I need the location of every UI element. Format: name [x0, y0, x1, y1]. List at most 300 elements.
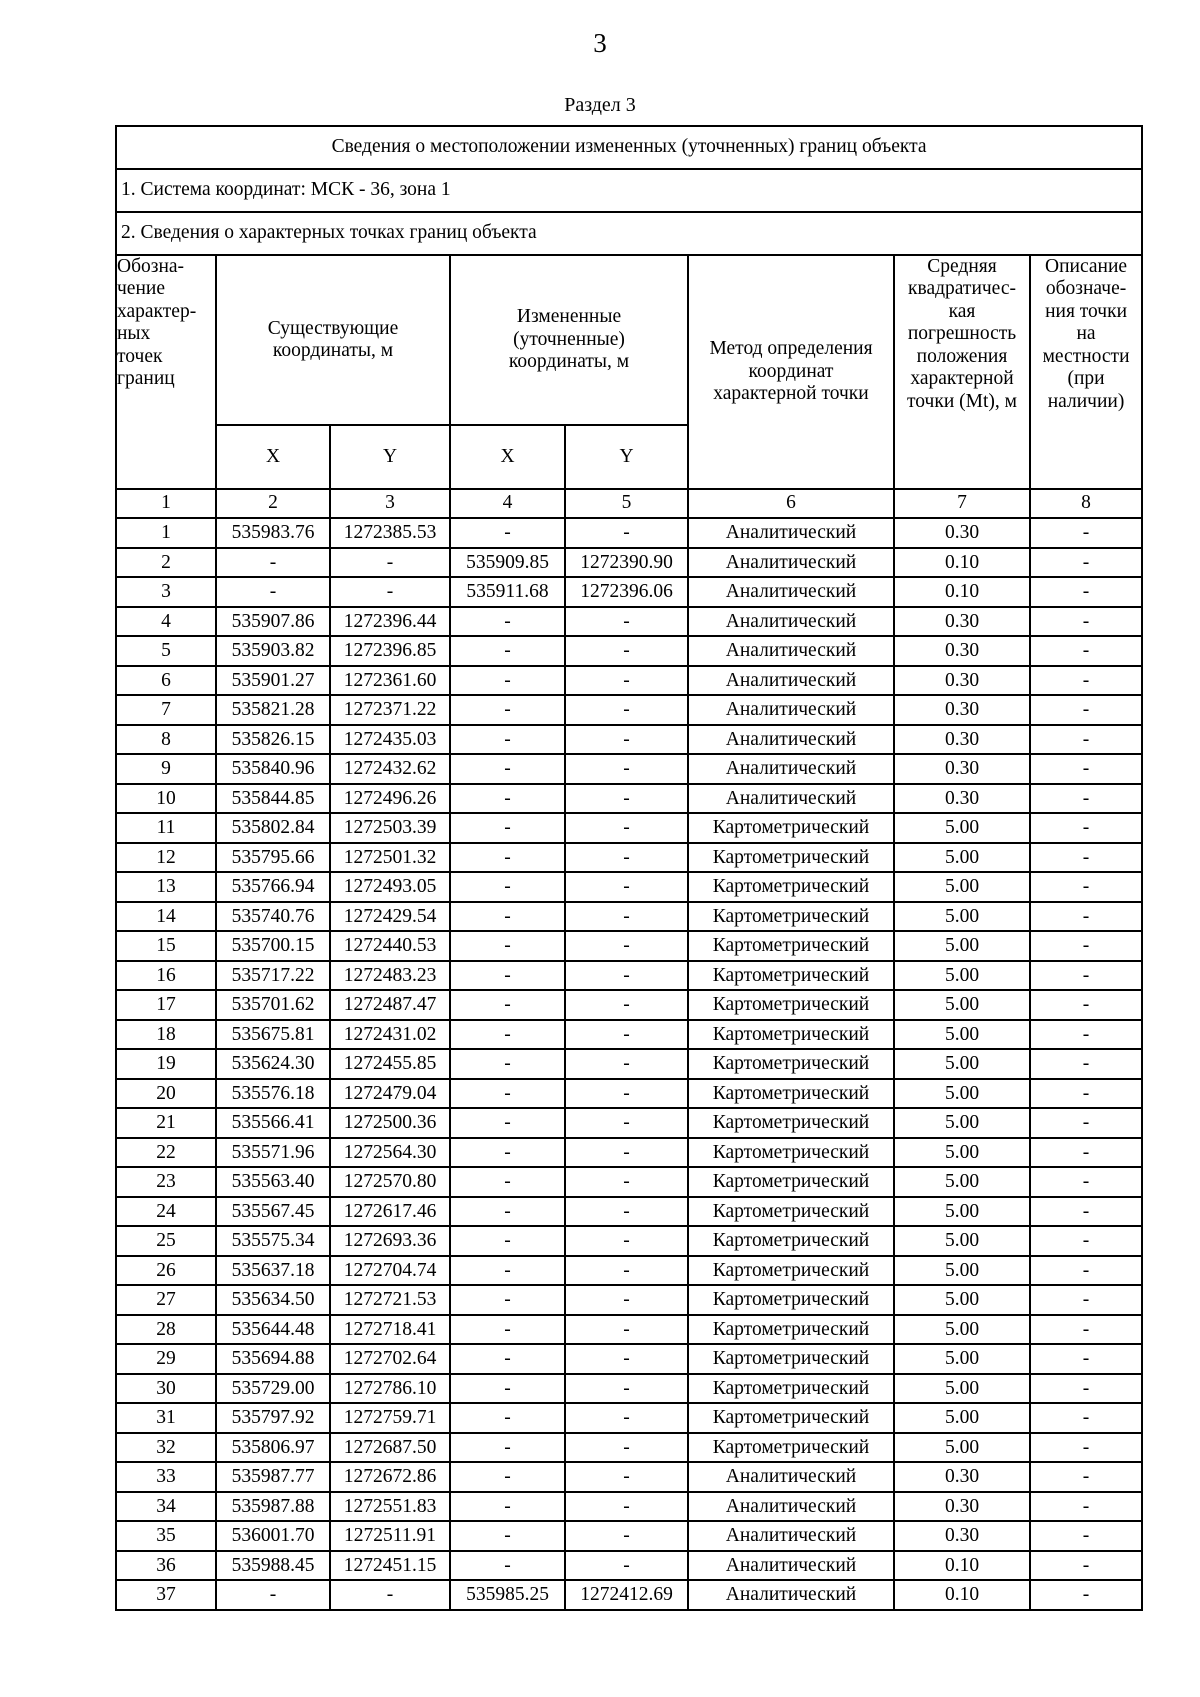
table-row	[116, 1344, 1142, 1374]
mean-error-cell: 5.00	[894, 931, 1030, 961]
mean-error-cell: 5.00	[894, 813, 1030, 843]
table-row	[116, 577, 1142, 607]
table-row	[116, 1433, 1142, 1463]
existing-y-cell: 1272455.85	[330, 1049, 450, 1079]
changed-x-cell: -	[450, 961, 565, 991]
changed-y-cell: -	[565, 1079, 688, 1109]
table-row	[116, 843, 1142, 873]
existing-y-cell: 1272503.39	[330, 813, 450, 843]
changed-x-cell: -	[450, 1521, 565, 1551]
description-cell: -	[1030, 1374, 1142, 1404]
existing-y-cell: -	[330, 1580, 450, 1610]
existing-x-cell: 535563.40	[216, 1167, 330, 1197]
existing-y-cell: 1272396.85	[330, 636, 450, 666]
changed-x-cell: -	[450, 990, 565, 1020]
method-cell: Картометрический	[688, 1108, 894, 1138]
point-number-cell: 1	[116, 518, 216, 548]
changed-y-cell: -	[565, 1433, 688, 1463]
existing-x-cell: 535740.76	[216, 902, 330, 932]
table-row	[116, 813, 1142, 843]
existing-y-cell: 1272361.60	[330, 666, 450, 696]
point-number-cell: 14	[116, 902, 216, 932]
existing-x-cell: 535634.50	[216, 1285, 330, 1315]
changed-x-cell: -	[450, 1374, 565, 1404]
mean-error-cell: 0.10	[894, 577, 1030, 607]
description-cell: -	[1030, 1020, 1142, 1050]
changed-y-cell: -	[565, 695, 688, 725]
table-row	[116, 1020, 1142, 1050]
description-cell: -	[1030, 1108, 1142, 1138]
point-number-cell: 2	[116, 548, 216, 578]
changed-x-cell: -	[450, 1049, 565, 1079]
column-number: 1	[116, 489, 216, 518]
mean-error-cell: 5.00	[894, 1315, 1030, 1345]
description-cell: -	[1030, 1167, 1142, 1197]
mean-error-cell: 0.30	[894, 636, 1030, 666]
existing-y-cell: 1272500.36	[330, 1108, 450, 1138]
existing-y-cell: 1272570.80	[330, 1167, 450, 1197]
point-number-cell: 10	[116, 784, 216, 814]
changed-y-cell: -	[565, 1462, 688, 1492]
changed-y-cell: -	[565, 784, 688, 814]
table-row	[116, 1580, 1142, 1610]
changed-x-cell: -	[450, 1403, 565, 1433]
mean-error-cell: 0.10	[894, 1580, 1030, 1610]
method-cell: Картометрический	[688, 1403, 894, 1433]
point-number-cell: 6	[116, 666, 216, 696]
point-number-cell: 24	[116, 1197, 216, 1227]
existing-x-cell: 535567.45	[216, 1197, 330, 1227]
description-cell: -	[1030, 1226, 1142, 1256]
table-row	[116, 1167, 1142, 1197]
mean-error-cell: 5.00	[894, 1403, 1030, 1433]
table-row	[116, 548, 1142, 578]
existing-y-cell: 1272672.86	[330, 1462, 450, 1492]
changed-x-cell: -	[450, 1226, 565, 1256]
changed-y-cell: -	[565, 931, 688, 961]
mean-error-cell: 0.30	[894, 695, 1030, 725]
page-number: 3	[593, 28, 607, 58]
mean-error-cell: 5.00	[894, 1226, 1030, 1256]
changed-y-cell: -	[565, 902, 688, 932]
method-cell: Картометрический	[688, 1049, 894, 1079]
existing-x-cell: 535576.18	[216, 1079, 330, 1109]
changed-y-cell: -	[565, 1049, 688, 1079]
changed-y-cell: -	[565, 607, 688, 637]
existing-y-cell: 1272693.36	[330, 1226, 450, 1256]
existing-x-cell: 535802.84	[216, 813, 330, 843]
changed-x-cell: -	[450, 725, 565, 755]
existing-y-cell: 1272493.05	[330, 872, 450, 902]
coordinate-system: 1. Система координат: МСК - 36, зона 1	[116, 169, 1142, 212]
changed-x-cell: -	[450, 1167, 565, 1197]
changed-x-cell: -	[450, 607, 565, 637]
mean-error-cell: 0.30	[894, 1521, 1030, 1551]
table-row	[116, 1551, 1142, 1581]
point-number-cell: 12	[116, 843, 216, 873]
table-row	[116, 961, 1142, 991]
changed-y-cell: -	[565, 725, 688, 755]
method-cell: Картометрический	[688, 872, 894, 902]
existing-x-cell: 535907.86	[216, 607, 330, 637]
changed-x-cell: 535985.25	[450, 1580, 565, 1610]
existing-x-cell: 535644.48	[216, 1315, 330, 1345]
description-cell: -	[1030, 843, 1142, 873]
description-cell: -	[1030, 548, 1142, 578]
changed-y-cell: -	[565, 1108, 688, 1138]
existing-x-cell: 535987.88	[216, 1492, 330, 1522]
table-title: Сведения о местоположении измененных (уточненных) границ объекта	[116, 126, 1142, 169]
mean-error-cell: 5.00	[894, 1049, 1030, 1079]
mean-error-cell: 5.00	[894, 1256, 1030, 1286]
table-row	[116, 902, 1142, 932]
changed-y-cell: -	[565, 1226, 688, 1256]
existing-x-cell: -	[216, 1580, 330, 1610]
table-row	[116, 1138, 1142, 1168]
existing-x-cell: 535983.76	[216, 518, 330, 548]
mean-error-cell: 5.00	[894, 1020, 1030, 1050]
method-cell: Аналитический	[688, 577, 894, 607]
description-cell: -	[1030, 990, 1142, 1020]
method-cell: Картометрический	[688, 1197, 894, 1227]
table-row	[116, 931, 1142, 961]
header-point-designation: Обозна- чение характер- ных точек границ	[116, 255, 216, 489]
table-row	[116, 1256, 1142, 1286]
description-cell: -	[1030, 1551, 1142, 1581]
changed-y-cell: -	[565, 1256, 688, 1286]
changed-x-cell: -	[450, 1285, 565, 1315]
changed-y-cell: -	[565, 1138, 688, 1168]
existing-y-cell: 1272435.03	[330, 725, 450, 755]
table-row	[116, 1285, 1142, 1315]
changed-y-cell: -	[565, 636, 688, 666]
method-cell: Картометрический	[688, 1020, 894, 1050]
existing-x-cell: 535624.30	[216, 1049, 330, 1079]
column-number: 6	[688, 489, 894, 518]
description-cell: -	[1030, 1521, 1142, 1551]
changed-y-cell: -	[565, 666, 688, 696]
changed-x-cell: -	[450, 1492, 565, 1522]
table-row	[116, 754, 1142, 784]
header-mean-error: Средняя квадратичес- кая погрешность положения характерной точки (Mt), м	[894, 255, 1030, 489]
mean-error-cell: 5.00	[894, 872, 1030, 902]
column-number: 4	[450, 489, 565, 518]
mean-error-cell: 0.30	[894, 784, 1030, 814]
changed-y-cell: -	[565, 1374, 688, 1404]
table-row	[116, 1226, 1142, 1256]
column-number: 5	[565, 489, 688, 518]
mean-error-cell: 0.30	[894, 518, 1030, 548]
point-number-cell: 3	[116, 577, 216, 607]
existing-y-cell: 1272431.02	[330, 1020, 450, 1050]
table-row	[116, 872, 1142, 902]
point-number-cell: 22	[116, 1138, 216, 1168]
description-cell: -	[1030, 784, 1142, 814]
table-row	[116, 1403, 1142, 1433]
method-cell: Аналитический	[688, 1492, 894, 1522]
changed-x-cell: -	[450, 784, 565, 814]
point-number-cell: 32	[116, 1433, 216, 1463]
existing-x-cell: 535821.28	[216, 695, 330, 725]
changed-x-cell: 535911.68	[450, 577, 565, 607]
existing-x-cell: 536001.70	[216, 1521, 330, 1551]
table-row	[116, 990, 1142, 1020]
existing-x-cell: 535566.41	[216, 1108, 330, 1138]
method-cell: Аналитический	[688, 754, 894, 784]
existing-y-cell: 1272371.22	[330, 695, 450, 725]
point-number-cell: 35	[116, 1521, 216, 1551]
description-cell: -	[1030, 1492, 1142, 1522]
method-cell: Картометрический	[688, 1285, 894, 1315]
existing-x-cell: 535987.77	[216, 1462, 330, 1492]
existing-x-cell: -	[216, 577, 330, 607]
existing-y-cell: 1272496.26	[330, 784, 450, 814]
description-cell: -	[1030, 1138, 1142, 1168]
mean-error-cell: 0.30	[894, 607, 1030, 637]
existing-y-cell: 1272704.74	[330, 1256, 450, 1286]
existing-y-cell: 1272429.54	[330, 902, 450, 932]
point-number-cell: 36	[116, 1551, 216, 1581]
changed-x-cell: -	[450, 1462, 565, 1492]
method-cell: Картометрический	[688, 1167, 894, 1197]
table-row	[116, 1374, 1142, 1404]
column-number: 7	[894, 489, 1030, 518]
method-cell: Картометрический	[688, 813, 894, 843]
method-cell: Аналитический	[688, 1580, 894, 1610]
description-cell: -	[1030, 636, 1142, 666]
description-cell: -	[1030, 754, 1142, 784]
changed-y-cell: -	[565, 1551, 688, 1581]
changed-x-cell: -	[450, 518, 565, 548]
header-existing-y: Y	[330, 425, 450, 489]
existing-x-cell: 535700.15	[216, 931, 330, 961]
changed-x-cell: -	[450, 1020, 565, 1050]
existing-y-cell: 1272483.23	[330, 961, 450, 991]
changed-x-cell: -	[450, 1433, 565, 1463]
method-cell: Аналитический	[688, 607, 894, 637]
existing-x-cell: 535988.45	[216, 1551, 330, 1581]
existing-y-cell: 1272487.47	[330, 990, 450, 1020]
table-row	[116, 607, 1142, 637]
mean-error-cell: 0.30	[894, 1462, 1030, 1492]
point-number-cell: 27	[116, 1285, 216, 1315]
header-method: Метод определения координат характерной точки	[688, 255, 894, 489]
description-cell: -	[1030, 1256, 1142, 1286]
points-heading: 2. Сведения о характерных точках границ объекта	[116, 212, 1142, 255]
header-description: Описание обозначе- ния точки на местности (при наличии)	[1030, 255, 1142, 489]
header-changed-coords: Измененные (уточненные) координаты, м	[450, 255, 688, 425]
description-cell: -	[1030, 607, 1142, 637]
method-cell: Картометрический	[688, 961, 894, 991]
mean-error-cell: 5.00	[894, 1285, 1030, 1315]
existing-y-cell: 1272718.41	[330, 1315, 450, 1345]
mean-error-cell: 0.30	[894, 1492, 1030, 1522]
changed-x-cell: 535909.85	[450, 548, 565, 578]
point-number-cell: 28	[116, 1315, 216, 1345]
mean-error-cell: 0.30	[894, 754, 1030, 784]
header-changed-x: X	[450, 425, 565, 489]
point-number-cell: 20	[116, 1079, 216, 1109]
existing-y-cell: 1272479.04	[330, 1079, 450, 1109]
existing-x-cell: 535901.27	[216, 666, 330, 696]
changed-y-cell: -	[565, 1344, 688, 1374]
changed-x-cell: -	[450, 843, 565, 873]
point-number-cell: 18	[116, 1020, 216, 1050]
changed-y-cell: -	[565, 1167, 688, 1197]
existing-y-cell: 1272702.64	[330, 1344, 450, 1374]
point-number-cell: 8	[116, 725, 216, 755]
description-cell: -	[1030, 1344, 1142, 1374]
section-title: Раздел 3	[564, 94, 636, 116]
description-cell: -	[1030, 1433, 1142, 1463]
changed-x-cell: -	[450, 695, 565, 725]
description-cell: -	[1030, 666, 1142, 696]
point-number-cell: 16	[116, 961, 216, 991]
method-cell: Картометрический	[688, 1344, 894, 1374]
changed-x-cell: -	[450, 636, 565, 666]
changed-x-cell: -	[450, 754, 565, 784]
method-cell: Аналитический	[688, 636, 894, 666]
method-cell: Картометрический	[688, 1138, 894, 1168]
existing-y-cell: 1272786.10	[330, 1374, 450, 1404]
changed-x-cell: -	[450, 813, 565, 843]
changed-x-cell: -	[450, 902, 565, 932]
description-cell: -	[1030, 518, 1142, 548]
method-cell: Картометрический	[688, 1315, 894, 1345]
column-number-row	[116, 489, 1142, 518]
table-row	[116, 1079, 1142, 1109]
existing-x-cell: 535826.15	[216, 725, 330, 755]
changed-y-cell: -	[565, 1315, 688, 1345]
changed-x-cell: -	[450, 931, 565, 961]
changed-y-cell: -	[565, 754, 688, 784]
column-number: 3	[330, 489, 450, 518]
changed-x-cell: -	[450, 1197, 565, 1227]
description-cell: -	[1030, 1285, 1142, 1315]
method-cell: Картометрический	[688, 1433, 894, 1463]
point-number-cell: 30	[116, 1374, 216, 1404]
header-existing-coords: Существующие координаты, м	[216, 255, 450, 425]
description-cell: -	[1030, 1403, 1142, 1433]
existing-x-cell: 535729.00	[216, 1374, 330, 1404]
existing-y-cell: 1272551.83	[330, 1492, 450, 1522]
method-cell: Картометрический	[688, 1256, 894, 1286]
point-number-cell: 4	[116, 607, 216, 637]
existing-y-cell: 1272721.53	[330, 1285, 450, 1315]
table-row	[116, 1462, 1142, 1492]
point-number-cell: 34	[116, 1492, 216, 1522]
mean-error-cell: 5.00	[894, 1108, 1030, 1138]
changed-y-cell: -	[565, 1285, 688, 1315]
mean-error-cell: 5.00	[894, 1433, 1030, 1463]
description-cell: -	[1030, 577, 1142, 607]
changed-x-cell: -	[450, 666, 565, 696]
mean-error-cell: 5.00	[894, 990, 1030, 1020]
existing-x-cell: 535701.62	[216, 990, 330, 1020]
description-cell: -	[1030, 961, 1142, 991]
description-cell: -	[1030, 1315, 1142, 1345]
existing-y-cell: 1272759.71	[330, 1403, 450, 1433]
mean-error-cell: 5.00	[894, 843, 1030, 873]
description-cell: -	[1030, 902, 1142, 932]
changed-x-cell: -	[450, 1138, 565, 1168]
existing-x-cell: 535571.96	[216, 1138, 330, 1168]
changed-x-cell: -	[450, 1315, 565, 1345]
existing-y-cell: 1272687.50	[330, 1433, 450, 1463]
table-row	[116, 1197, 1142, 1227]
header-changed-y: Y	[565, 425, 688, 489]
point-number-cell: 15	[116, 931, 216, 961]
existing-x-cell: 535717.22	[216, 961, 330, 991]
method-cell: Аналитический	[688, 695, 894, 725]
changed-x-cell: -	[450, 1108, 565, 1138]
changed-y-cell: -	[565, 1521, 688, 1551]
point-number-cell: 5	[116, 636, 216, 666]
mean-error-cell: 5.00	[894, 1138, 1030, 1168]
existing-x-cell: 535575.34	[216, 1226, 330, 1256]
changed-y-cell: -	[565, 990, 688, 1020]
existing-x-cell: 535694.88	[216, 1344, 330, 1374]
boundary-points-table	[115, 125, 1143, 1611]
description-cell: -	[1030, 1049, 1142, 1079]
changed-y-cell: 1272412.69	[565, 1580, 688, 1610]
mean-error-cell: 0.30	[894, 725, 1030, 755]
existing-y-cell: 1272385.53	[330, 518, 450, 548]
mean-error-cell: 0.10	[894, 1551, 1030, 1581]
existing-y-cell: 1272511.91	[330, 1521, 450, 1551]
existing-x-cell: 535766.94	[216, 872, 330, 902]
changed-y-cell: -	[565, 813, 688, 843]
description-cell: -	[1030, 1197, 1142, 1227]
existing-y-cell: 1272432.62	[330, 754, 450, 784]
changed-x-cell: -	[450, 1079, 565, 1109]
method-cell: Картометрический	[688, 1079, 894, 1109]
table-row	[116, 1049, 1142, 1079]
method-cell: Картометрический	[688, 843, 894, 873]
mean-error-cell: 0.30	[894, 666, 1030, 696]
point-number-cell: 7	[116, 695, 216, 725]
changed-y-cell: 1272396.06	[565, 577, 688, 607]
method-cell: Аналитический	[688, 1551, 894, 1581]
existing-y-cell: 1272396.44	[330, 607, 450, 637]
column-number: 8	[1030, 489, 1142, 518]
mean-error-cell: 5.00	[894, 1374, 1030, 1404]
point-number-cell: 25	[116, 1226, 216, 1256]
method-cell: Картометрический	[688, 931, 894, 961]
method-cell: Картометрический	[688, 1374, 894, 1404]
changed-y-cell: -	[565, 1020, 688, 1050]
table-row	[116, 1315, 1142, 1345]
existing-x-cell: -	[216, 548, 330, 578]
existing-x-cell: 535797.92	[216, 1403, 330, 1433]
point-number-cell: 17	[116, 990, 216, 1020]
point-number-cell: 19	[116, 1049, 216, 1079]
existing-x-cell: 535795.66	[216, 843, 330, 873]
existing-x-cell: 535806.97	[216, 1433, 330, 1463]
existing-x-cell: 535903.82	[216, 636, 330, 666]
method-cell: Аналитический	[688, 518, 894, 548]
table-row	[116, 1521, 1142, 1551]
changed-y-cell: -	[565, 1492, 688, 1522]
method-cell: Картометрический	[688, 990, 894, 1020]
existing-y-cell: -	[330, 577, 450, 607]
table-row	[116, 695, 1142, 725]
table-row	[116, 1108, 1142, 1138]
method-cell: Аналитический	[688, 1462, 894, 1492]
table-row	[116, 636, 1142, 666]
description-cell: -	[1030, 872, 1142, 902]
method-cell: Картометрический	[688, 902, 894, 932]
